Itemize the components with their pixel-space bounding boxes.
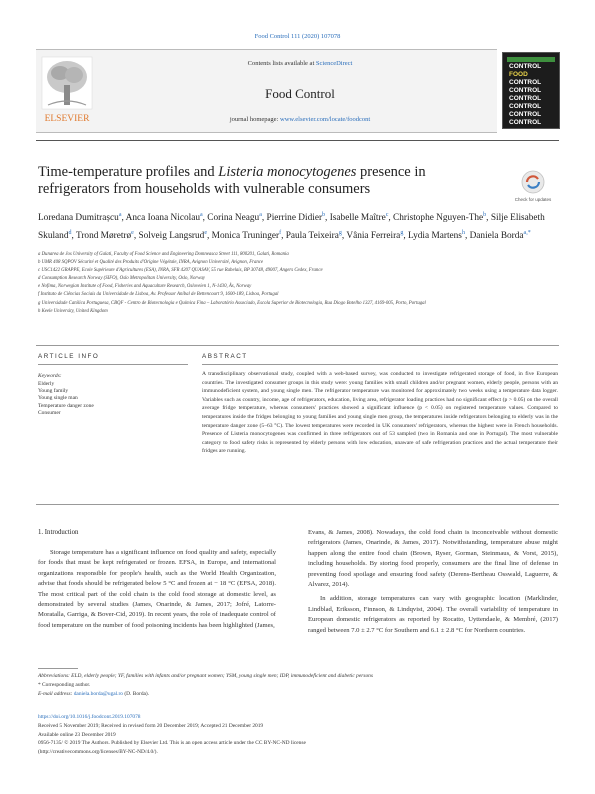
author-name[interactable]: Daniela Borda [469, 230, 524, 241]
author[interactable] [286, 231, 342, 241]
keywords-list [38, 381, 188, 417]
author[interactable] [76, 231, 134, 241]
author-name[interactable]: Solveig Langsrud [138, 230, 205, 241]
license-text: 0956-7135/ © 2019 The Authors. Published by Elsevier Ltd. This is an open access article under the CC BY-NC-ND license [38, 740, 306, 747]
author-affiliation-marker[interactable]: h [461, 229, 465, 236]
license-url[interactable]: (http://creativecommons.org/licenses/BY-NC-ND/4.0/). [38, 749, 158, 756]
author-name[interactable]: Lydia Martens [407, 230, 462, 241]
author-affiliation-marker[interactable]: a [259, 212, 262, 218]
author[interactable] [470, 231, 531, 241]
author[interactable] [346, 231, 403, 241]
affiliation: g Universidade Católica Portuguesa, CBQF - Centro de Biotecnologia e Química Fina – Laboratório Associado, Escola Superior de Biotecnologia, Rua Diogo Botelho 1327, 4169-005, Porto, Portugal [38, 300, 426, 306]
author-affiliation-marker[interactable]: g [338, 229, 342, 236]
homepage-link[interactable]: www.elsevier.com/locate/foodcont [280, 116, 371, 123]
cover-band [507, 57, 555, 62]
author-name[interactable]: Loredana Dumitrașcu [38, 213, 119, 224]
elsevier-tree-icon [40, 55, 94, 127]
author[interactable] [138, 231, 207, 241]
homepage-prefix: journal homepage: [229, 116, 280, 123]
cover-text: CONTROL [509, 79, 542, 86]
corresponding-author-note: * Corresponding author. [38, 682, 91, 688]
abstract-body: A transdisciplinary observational study, coupled with a web-based survey, was conducted to investigate refrigerated storage of food, in five European countries. The investigated consumer groups in this study were: young families with small children and/or pregnant women, elderly people, persons with an immunodeficient system, and young single men. The refrigerator temperature was monitored for approximately two weeks using a temperature data logger. Variables such as country, income, age of refrigerators, education, living area, refrigerator loading practices had no significant effect (p > 0.05) on the overall average fridge temperature, whereas consumers' practices showed a significant influence (p < 0.05) on registered temperature values. Compared to temperatures inside the fridges belonging to young families and young single men group, the temperatures inside refrigerators belonging to elderly was in the temperature danger zone (5–63 °C). The lowest temperatures were recorded in UK consumers' refrigerators, whereas the highest were in French households. Presence of Listeria monocytogenes was confirmed in three refrigerators out of 53 sampled (two in Romania and one in Portugal). The most vulnerable category to food safety risks is represented by elderly persons with low education, unaware of safe refrigeration practices and the actual temperature their fridges are running. [202, 371, 558, 455]
journal-title: Food Control [265, 86, 335, 101]
email-line [38, 690, 558, 699]
author-affiliation-marker[interactable]: b [483, 212, 487, 218]
author-affiliation-marker[interactable]: e [204, 229, 208, 236]
author-affiliation-marker[interactable]: d [68, 229, 72, 236]
title-part1: Time-temperature profiles and [38, 164, 219, 180]
keyword: Young single man [38, 395, 78, 402]
cover-text: CONTROL [509, 103, 542, 110]
abbreviations-note: Abbreviations: ELD, elderly people; YF, families with infants and/or pregnant women; YSM, young single men; IDP, immunodeficient and diabetic persons [38, 673, 373, 679]
journal-cover-thumbnail[interactable] [502, 52, 560, 129]
cover-text: CONTROL [509, 95, 542, 102]
abstract-heading: ABSTRACT [202, 353, 248, 360]
intro-paragraph: Storage temperature has a significant influence on food quality and safety, especially for foods that must be kept refrigerated or frozen. EFSA, in Europe, and international organizations responsible for people's health, such as the World Health Organization, advise that foods should be refrigerated below 5 °C and frozen at − 18 °C (EFSA, 2018). The most critical part of the cold chain is the cold food storage at domestic level, as demonstrated by several studies (James, Onarinde, & James, 2017; Jofré, Latorre-Moratalla, Garriga, & Bover-Cid, 2019). In recent years, the role of inadequate control of food temperature on the number of food poisoning incidents has been highlighted (James, [38, 549, 276, 629]
updates-badge-label[interactable]: Check for updates [514, 197, 552, 202]
author-affiliation-marker[interactable]: a,* [523, 229, 531, 236]
doi-link[interactable]: https://doi.org/10.1016/j.foodcont.2019.107078 [38, 714, 141, 720]
author[interactable] [408, 231, 465, 241]
article-title [38, 164, 468, 198]
updates-icon [513, 168, 553, 198]
author-name[interactable]: Vânia Ferreira [346, 230, 401, 241]
affiliation: a Dunarea de Jos University of Galati, Faculty of Food Science and Engineering Domneasca Street 111, 800201, Galati, Romania [38, 252, 289, 257]
author-affiliation-marker[interactable]: a [118, 212, 122, 218]
keyword: Young family [38, 388, 69, 395]
author-affiliation-marker[interactable]: a [199, 212, 203, 218]
intro-paragraph: In addition, storage temperatures can vary with geographic location (Marklinder, Lindblad, Eriksson, Finnson, & Lindqvist, 2004). The overall variability of temperature in European domestic refrigerators as reported by Rocatto, Uyttendaele, & Membré, (2017) ranged between 7.0 ± 2.7 °C for Southern and 6.1 ± 2.8 °C for Northern countries. [308, 595, 558, 634]
author-affiliation-marker[interactable]: e [131, 229, 134, 236]
cover-text: CONTROL [509, 87, 542, 94]
author[interactable] [267, 213, 326, 223]
author-list: Loredana Dumitrașcu$^a$, Anca Ioana Nicolau$^a$, Corina Neagu$^a$, Pierrine Didier$^b$, Isabelle Maître$^c$, Christophe Nguyen-The$^b$, Silje Elisabeth Skuland$^d$, Trond Møretrø$^e$, Solveig Langsrud$^e$, Monica Truninger$^f$, Paula Teixeira$^g$, Vânia Ferreira$^g$, Lydia Martens$^h$, Daniela Borda$^{a,*}$ [38, 212, 545, 241]
keyword: Elderly [38, 381, 55, 387]
introduction-column-right [308, 528, 558, 636]
affiliation: b UMR 408 SQPOV Sécurité et Qualité des Produits d'Origine Végétale, INRA, Avignon Université, Avignon, France [38, 260, 264, 266]
section-divider [36, 345, 559, 346]
keyword: Temperature danger zone [38, 402, 94, 409]
author-name[interactable]: Paula Teixeira [285, 230, 339, 241]
title-italic: Listeria monocytogenes [218, 164, 357, 180]
introduction-column-left [38, 548, 276, 631]
author[interactable] [38, 213, 121, 223]
author[interactable] [207, 213, 262, 223]
introduction-heading: 1. Introduction [38, 529, 79, 536]
affiliation: f Instituto de Ciências Sociais da Universidade de Lisboa, Av. Professor Aníbal de Bettencourt 9, 1600-189, Lisboa, Portugal [38, 292, 279, 298]
author[interactable] [393, 213, 486, 223]
article-info-heading: ARTICLE INFO [38, 353, 100, 360]
author[interactable] [212, 231, 281, 241]
affiliation: h Keele University, United Kingdom [38, 308, 108, 314]
keyword: Consumer [38, 409, 61, 416]
author-name[interactable]: Anca Ioana Nicolau [125, 213, 200, 224]
footnotes [38, 672, 558, 699]
article-info-rule [38, 364, 188, 365]
email-link[interactable]: daniela.borda@ugal.ro [73, 691, 124, 697]
author[interactable] [330, 213, 389, 223]
affiliation: c USC1422 GRAPPE, Ecole Supérieure d'Agricultures (ESA), INRA, SFR 4207 QUASAV, 55 rue Rabelais, BP 30748, 49007, Angers Cedex, France [38, 268, 323, 274]
cover-text: FOOD [509, 71, 528, 78]
affiliation-list [38, 251, 558, 316]
sciencedirect-link[interactable]: ScienceDirect [315, 60, 353, 67]
cover-text: CONTROL [509, 111, 542, 118]
footnote-rule [38, 668, 78, 669]
author-name[interactable]: Monica Truninger [211, 230, 280, 241]
author-affiliation-marker[interactable]: c [385, 212, 389, 218]
elsevier-logo [40, 55, 94, 127]
affiliation: d Consumption Research Norway (SIFO), Oslo Metropolitan University, Oslo, Norway [38, 276, 205, 282]
author-name[interactable]: Isabelle Maître [329, 213, 386, 224]
email-suffix: (D. Borda). [123, 691, 150, 697]
author-affiliation-marker[interactable]: g [400, 229, 404, 236]
author-name[interactable]: Christophe Nguyen-The [393, 213, 484, 224]
publication-metadata [38, 713, 558, 757]
abstract-end-divider [36, 504, 559, 505]
email-label: E-mail address: [38, 691, 74, 697]
elsevier-wordmark: ELSEVIER [44, 114, 90, 124]
author-name[interactable]: Trond Møretrø [75, 230, 132, 241]
received-dates: Received 5 November 2019; Received in revised form 20 December 2019; Accepted 21 December 2019 [38, 722, 264, 729]
intro-paragraph: Evans, & James, 2008). Nowadays, the cold food chain is inconceivable without domestic refrigerators (James, Onarinde, & James, 2017). Notwithstanding, temperature abuse might happen along the entire food chain (Brown, Ryser, Gorman, Steinmaus, & Vorst, 2015), including households. By storing food properly, consumers are the final line of defense in preventing food spoilage and ensuring food safety (Derens-Bertheau Osswald, Laguerre, & Alvarez, 2014). [308, 529, 558, 589]
affiliation: e Nofima, Norwegian Institute of Food, Fisheries and Aquaculture Research, Osloveien 1, N-1430, Ås, Norway [38, 284, 252, 290]
journal-reference[interactable]: Food Control 111 (2020) 107078 [254, 33, 341, 40]
available-online: Available online 23 December 2019 [38, 731, 116, 738]
abstract-rule [202, 364, 558, 365]
title-part2: presence in refrigerators from households with vulnerable consumers [38, 164, 426, 197]
author-name[interactable]: Silje Elisabeth Skuland [38, 213, 545, 241]
contents-prefix: Contents lists available at [247, 60, 316, 67]
author-name[interactable]: Pierrine Didier [266, 213, 323, 224]
header-divider [36, 140, 559, 141]
contents-line [110, 60, 490, 67]
author-affiliation-marker[interactable]: f [279, 229, 282, 236]
author-affiliation-marker[interactable]: b [322, 212, 326, 218]
cover-text: CONTROL [509, 63, 542, 70]
author[interactable] [126, 213, 203, 223]
author-name[interactable]: Corina Neagu [207, 213, 260, 224]
cover-text: CONTROL [509, 119, 542, 126]
keywords-label: Keywords: [38, 373, 62, 379]
homepage-line [110, 116, 490, 123]
